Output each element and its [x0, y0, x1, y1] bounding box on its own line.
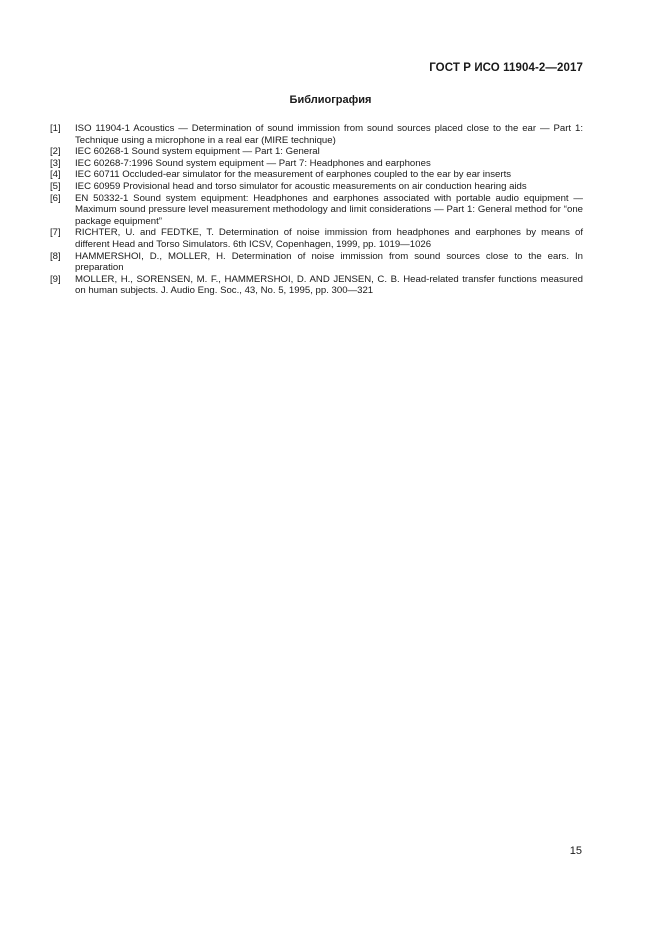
reference-list [50, 123, 583, 297]
reference-item-9 [50, 274, 583, 297]
reference-text: HAMMERSHOI, D., MOLLER, H. Determination of noise immission from sound sources close to the ears. In preparation [75, 250, 583, 274]
document-code: ГОСТ Р ИСО 11904-2—2017 [429, 62, 583, 74]
page-number: 15 [569, 845, 582, 857]
reference-number: [2] [50, 146, 61, 158]
reference-text: IEC 60268-1 Sound system equipment — Part 1: General [75, 146, 320, 158]
reference-text: MOLLER, H., SORENSEN, M. F., HAMMERSHOI, D. AND JENSEN, C. B. Head-related transfer functions measured on human subjects. J. Audio Eng. Soc., 43, No. 5, 1995, pp. 300—321 [75, 273, 583, 297]
reference-text: IEC 60959 Provisional head and torso simulator for acoustic measurements on air conduction hearing aids [75, 180, 527, 192]
reference-number: [3] [50, 157, 61, 169]
reference-text: RICHTER, U. and FEDTKE, T. Determination of noise immission from headphones and earphones by means of different Head and Torso Simulators. 6th ICSV, Copenhagen, 1999, pp. 1019—1026 [75, 227, 583, 250]
reference-item-1 [50, 123, 583, 146]
reference-number: [5] [50, 180, 61, 192]
reference-number: [6] [50, 192, 61, 204]
bibliography-title: Библиография [289, 94, 372, 106]
reference-text: ISO 11904-1 Acoustics — Determination of sound immission from sound sources placed close to the ear — Part 1: Technique using a microphone in a real ear (MIRE technique) [75, 123, 583, 146]
reference-item-7 [50, 227, 583, 250]
reference-number: [7] [50, 227, 61, 239]
reference-item-6 [50, 193, 583, 228]
reference-item-2 [50, 146, 583, 158]
reference-item-5 [50, 181, 583, 193]
reference-text: IEC 60711 Occluded-ear simulator for the measurement of earphones coupled to the ear by ear inserts [75, 169, 512, 181]
reference-text: EN 50332-1 Sound system equipment: Headphones and earphones associated with portable audio equipment — Maximum sound pressure level measurement methodology and limit considerations — Part 1: General method for “one package equipment” [75, 192, 583, 227]
reference-number: [1] [50, 123, 61, 134]
reference-number: [4] [50, 169, 61, 181]
reference-item-8 [50, 251, 583, 274]
reference-item-3 [50, 158, 583, 170]
reference-text: IEC 60268-7:1996 Sound system equipment — Part 7: Headphones and earphones [75, 157, 431, 169]
reference-number: [8] [50, 250, 61, 262]
reference-item-4 [50, 169, 583, 181]
reference-number: [9] [50, 273, 61, 285]
